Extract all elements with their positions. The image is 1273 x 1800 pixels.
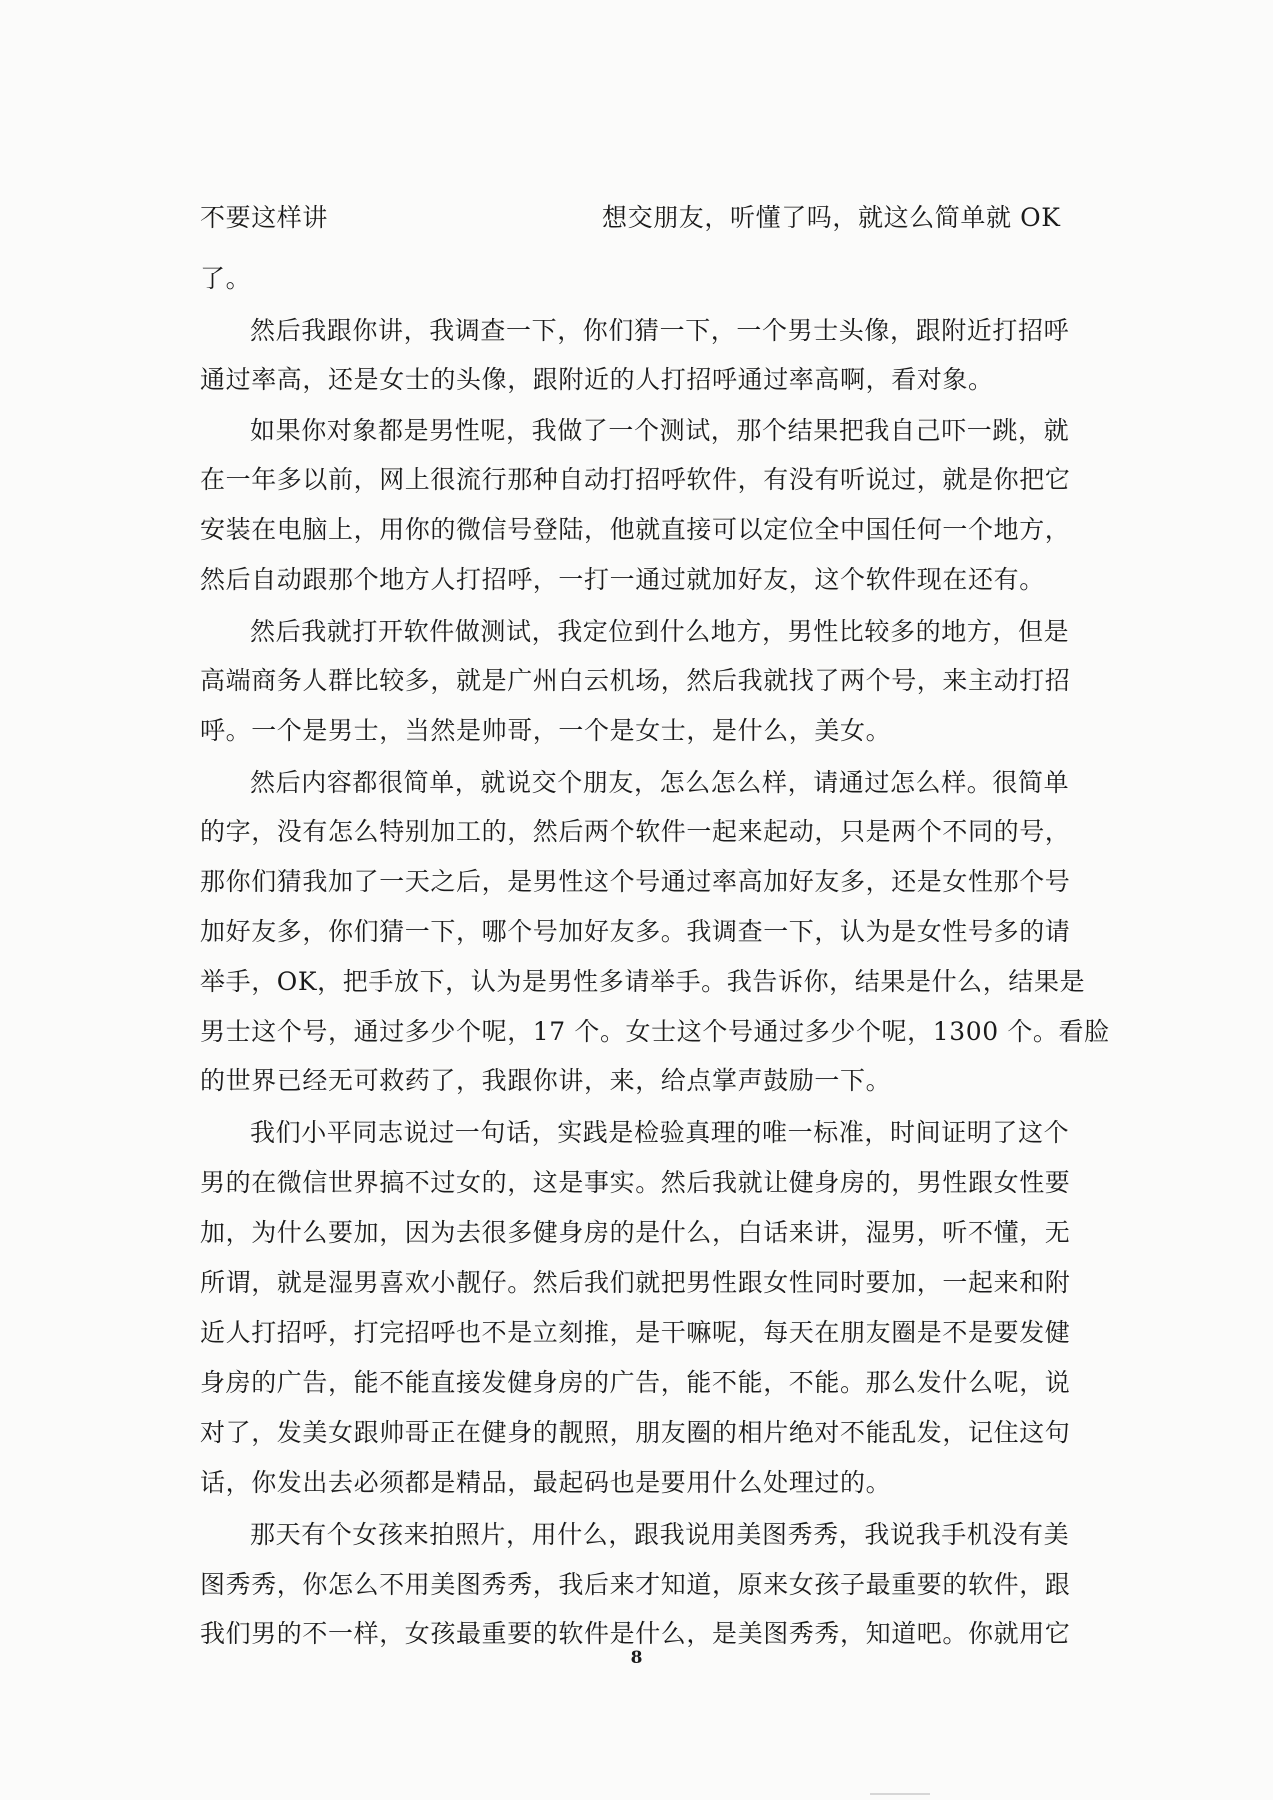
- text-line: 如果你对象都是男性呢，我做了一个测试，那个结果把我自己吓一跳，就: [250, 416, 1070, 445]
- text-line: 那你们猜我加了一天之后，是男性这个号通过率高加好友多，还是女性那个号: [200, 867, 1071, 896]
- text-line: 然后内容都很简单，就说交个朋友，怎么怎么样，请通过怎么样。很简单: [250, 768, 1070, 797]
- text-line: 所谓，就是湿男喜欢小靓仔。然后我们就把男性跟女性同时要加，一起来和附: [200, 1268, 1071, 1297]
- text-line: 举手，OK，把手放下，认为是男性多请举手。我告诉你，结果是什么，结果是: [200, 967, 1086, 996]
- text-line: 男的在微信世界搞不过女的，这是事实。然后我就让健身房的，男性跟女性要: [200, 1168, 1071, 1197]
- text-line: 高端商务人群比较多，就是广州白云机场，然后我就找了两个号，来主动打招: [200, 666, 1071, 695]
- text-line: 然后自动跟那个地方人打招呼，一打一通过就加好友，这个软件现在还有。: [200, 565, 1045, 594]
- text-line: 然后我跟你讲，我调查一下，你们猜一下，一个男士头像，跟附近打招呼: [250, 316, 1070, 345]
- text-line: 在一年多以前，网上很流行那种自动打招呼软件，有没有听说过，就是你把它: [200, 465, 1071, 494]
- scan-artifact: [870, 1793, 930, 1795]
- text-line: 那天有个女孩来拍照片，用什么，跟我说用美图秀秀，我说我手机没有美: [250, 1520, 1070, 1549]
- first-line-left-text: 不要这样讲: [200, 203, 329, 232]
- text-line: 的世界已经无可救药了，我跟你讲，来，给点掌声鼓励一下。: [200, 1066, 892, 1095]
- text-line: 加，为什么要加，因为去很多健身房的是什么，白话来讲，湿男，听不懂，无: [200, 1218, 1071, 1247]
- text-line: 安装在电脑上，用你的微信号登陆，他就直接可以定位全中国任何一个地方，: [200, 515, 1071, 544]
- text-line: 男士这个号，通过多少个呢，17 个。女士这个号通过多少个呢，1300 个。看脸: [200, 1017, 1110, 1046]
- text-line: 呼。一个是男士，当然是帅哥，一个是女士，是什么，美女。: [200, 716, 892, 745]
- text-line: 近人打招呼，打完招呼也不是立刻推，是干嘛呢，每天在朋友圈是不是要发健: [200, 1318, 1071, 1347]
- text-line: 加好友多，你们猜一下，哪个号加好友多。我调查一下，认为是女性号多的请: [200, 917, 1071, 946]
- first-line-right-text: 想交朋友，听懂了吗，就这么简单就 OK: [602, 203, 1061, 232]
- text-line: 身房的广告，能不能直接发健身房的广告，能不能，不能。那么发什么呢，说: [200, 1368, 1071, 1397]
- text-line: 我们小平同志说过一句话，实践是检验真理的唯一标准，时间证明了这个: [250, 1118, 1070, 1147]
- text-line: 话，你发出去必须都是精品，最起码也是要用什么处理过的。: [200, 1468, 892, 1497]
- text-line: 图秀秀，你怎么不用美图秀秀，我后来才知道，原来女孩子最重要的软件，跟: [200, 1570, 1071, 1599]
- text-line: 我们男的不一样，女孩最重要的软件是什么，是美图秀秀，知道吧。你就用它: [200, 1619, 1071, 1648]
- text-line: 的字，没有怎么特别加工的，然后两个软件一起来起动，只是两个不同的号，: [200, 817, 1071, 846]
- text-line: 了。: [200, 264, 252, 293]
- page-number: 8: [630, 1648, 643, 1668]
- text-line: 对了，发美女跟帅哥正在健身的靓照，朋友圈的相片绝对不能乱发，记住这句: [200, 1418, 1071, 1447]
- text-line: 然后我就打开软件做测试，我定位到什么地方，男性比较多的地方，但是: [250, 617, 1070, 646]
- text-line: 通过率高，还是女士的头像，跟附近的人打招呼通过率高啊，看对象。: [200, 365, 994, 394]
